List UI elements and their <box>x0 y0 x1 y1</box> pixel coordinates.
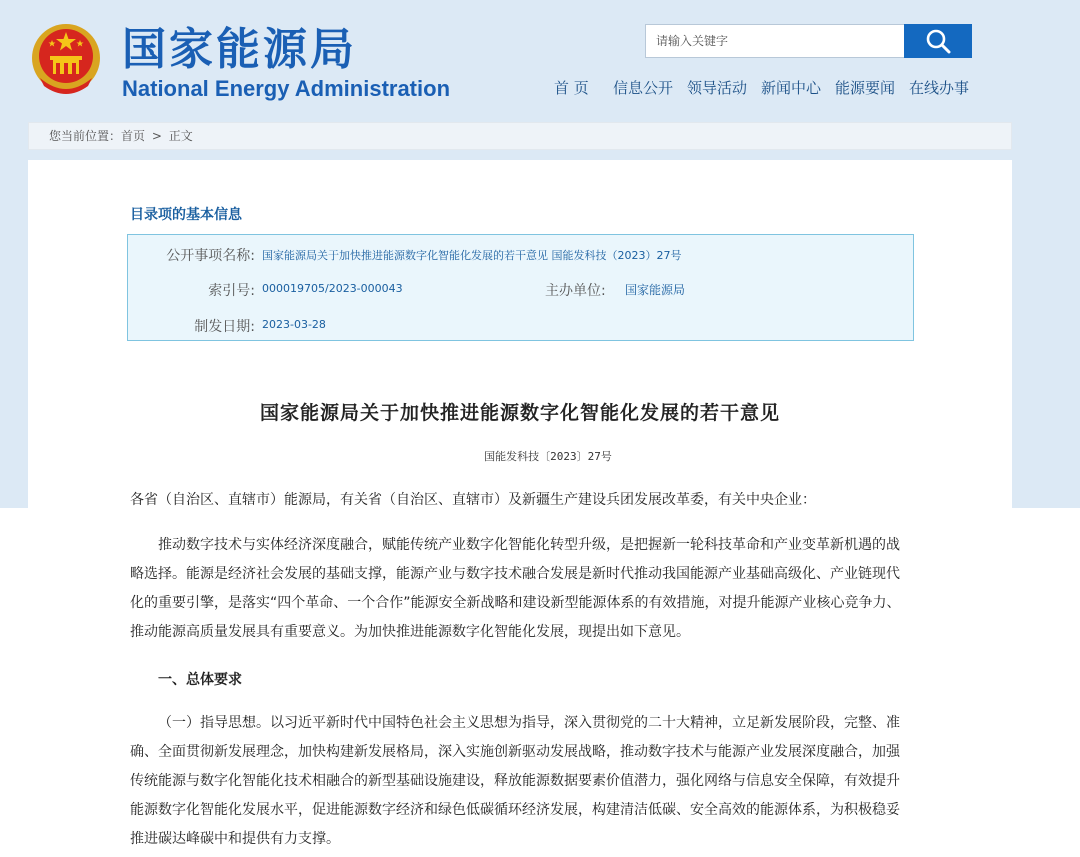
site-name-cn[interactable]: 国家能源局 <box>122 24 357 75</box>
breadcrumb <box>28 122 1012 150</box>
nav-item-info-disclosure[interactable]: 信息公开 <box>613 79 674 97</box>
document-title: 国家能源局关于加快推进能源数字化智能化发展的若干意见 <box>259 402 780 424</box>
index-label: 索引号: <box>208 283 255 299</box>
nav-item-energy-news[interactable]: 能源要闻 <box>835 79 896 97</box>
search-icon <box>925 28 951 54</box>
breadcrumb-home-link[interactable]: 首页 <box>121 129 146 143</box>
nav-item-home[interactable]: 首 页 <box>554 79 589 97</box>
nav-item-online-service[interactable]: 在线办事 <box>909 79 970 97</box>
date-value: 2023-03-28 <box>262 318 326 331</box>
public-item-label: 公开事项名称: <box>166 248 255 264</box>
section-heading: 一、总体要求 <box>158 672 242 688</box>
salutation: 各省（自治区、直辖市）能源局，有关省（自治区、直辖市）及新疆生产建设兵团发展改革委，有关中央企业： <box>130 492 816 508</box>
host-value: 国家能源局 <box>625 283 686 297</box>
nav-item-news[interactable]: 新闻中心 <box>761 79 822 97</box>
search-placeholder: 请输入关键字 <box>656 34 729 48</box>
public-item-value: 国家能源局关于加快推进能源数字化智能化发展的若干意见 国能发科技（2023）27号 <box>262 249 682 262</box>
national-emblem-icon <box>30 22 102 98</box>
search-input[interactable] <box>645 24 905 58</box>
site-name-en[interactable]: National Energy Administration <box>122 76 451 101</box>
breadcrumb-current: 正文 <box>168 129 193 143</box>
date-label: 制发日期: <box>194 319 255 335</box>
intro-paragraph: 推动数字技术与实体经济深度融合，赋能传统产业数字化智能化转型升级，是把握新一轮科技革命和产业变革新机遇的战略选择。能源是经济社会发展的基础支撑，能源产业与数字技术融合发展是新时代推动我国能源产业基础高级化、产业链现代化的重要引擎，是落实“四个革命、一个合作”能源安全新战略和建设新型能源体系的有效措施，对提升能源产业核心竞争力、推动能源高质量发展具有重要意义。为加快推进能源数字化智能化发展，现提出如下意见。 <box>130 537 901 640</box>
breadcrumb-separator: > <box>151 129 162 143</box>
document-number: 国能发科技〔2023〕27号 <box>484 450 612 463</box>
search-button[interactable] <box>904 24 972 58</box>
article-container <box>28 160 1012 857</box>
nav-item-leadership[interactable]: 领导活动 <box>687 79 748 97</box>
catalog-title: 目录项的基本信息 <box>130 207 242 223</box>
index-value: 000019705/2023-000043 <box>262 282 403 295</box>
site-header <box>0 0 1080 118</box>
guiding-ideology-paragraph: （一）指导思想。以习近平新时代中国特色社会主义思想为指导，深入贯彻党的二十大精神，立足新发展阶段，完整、准确、全面贯彻新发展理念，加快构建新发展格局，深入实施创新驱动发展战略，推动数字技术与能源产业发展深度融合，加强传统能源与数字化智能化技术相融合的新型基础设施建设，释放能源数据要素价值潜力，强化网络与信息安全保障，有效提升能源数字化智能化发展水平，促进能源数字经济和绿色低碳循环经济发展，构建清洁低碳、安全高效的能源体系，为积极稳妥推进碳达峰碳中和提供有力支撑。 <box>130 715 900 847</box>
catalog-info-box <box>127 234 914 341</box>
breadcrumb-prefix: 您当前位置： <box>49 129 122 143</box>
host-label: 主办单位: <box>545 283 606 299</box>
